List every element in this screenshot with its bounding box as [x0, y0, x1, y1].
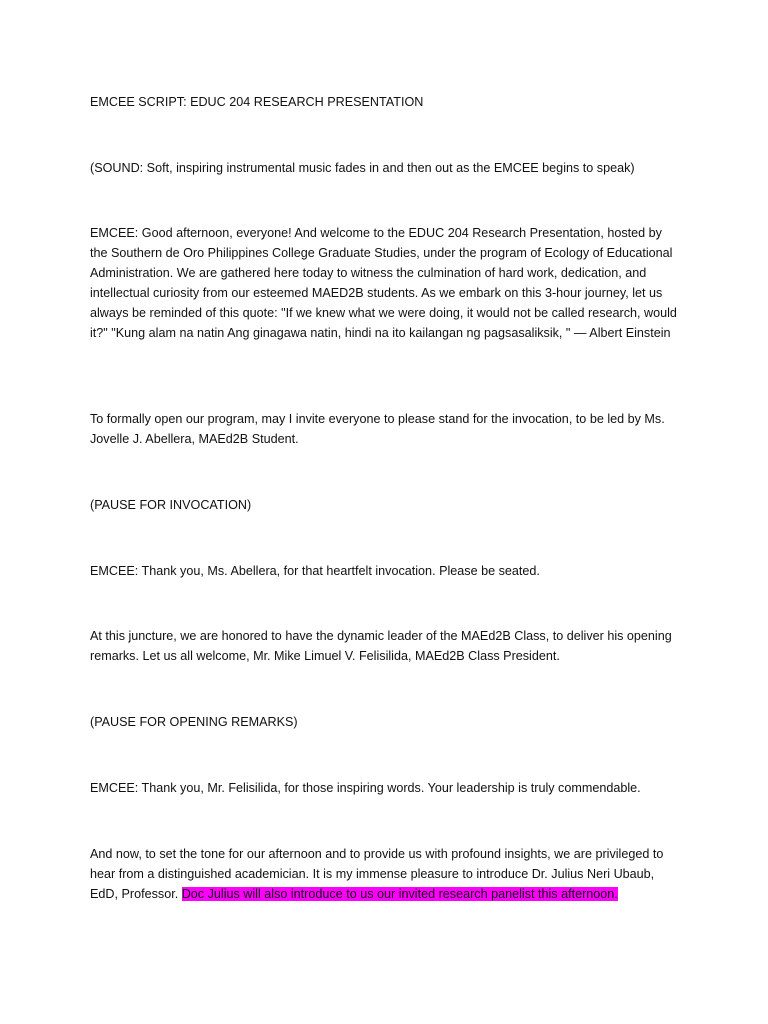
thanks-abellera: EMCEE: Thank you, Ms. Abellera, for that heartfelt invocation. Please be seated.	[90, 564, 540, 578]
invocation-intro: To formally open our program, may I invite everyone to please stand for the invocation, to be led by Ms. Jovelle J. Abellera, MAEd2B Student.	[90, 412, 665, 446]
pause-invocation: (PAUSE FOR INVOCATION)	[90, 498, 252, 512]
script-title: EMCEE SCRIPT: EDUC 204 RESEARCH PRESENTATION	[90, 95, 424, 109]
pause-opening-remarks: (PAUSE FOR OPENING REMARKS)	[90, 715, 298, 729]
welcome-paragraph: EMCEE: Good afternoon, everyone! And welcome to the EDUC 204 Research Presentation, hosted by the Southern de Oro Philippines College Graduate Studies, under the program of Ecology of Educational Administration. We are gathered here today to witness the culmination of hard work, dedication, and intellectual curiosity from our esteemed MAED2B students. As we embark on this 3-hour journey, let us always be reminded of this quote: "If we knew what we were doing, it would not be called research, would it?" "Kung alam na natin Ang ginagawa natin, hindi na ito kailangan ng pagsasaliksik, " — Albert Einstein	[90, 226, 677, 340]
highlighted-note: Doc Julius will also introduce to us our invited research panelist this afternoon.	[181, 887, 618, 901]
speaker-intro-paragraph	[90, 844, 680, 904]
sound-cue: (SOUND: Soft, inspiring instrumental music fades in and then out as the EMCEE begins to speak)	[90, 161, 635, 175]
thanks-felisilida: EMCEE: Thank you, Mr. Felisilida, for those inspiring words. Your leadership is truly commendable.	[90, 781, 641, 795]
speaker-intro-text: And now, to set the tone for our afternoon and to provide us with profound insights, we are privileged to hear from a distinguished academician. It is my immense pleasure to introduce Dr. Julius Neri Ubaub, EdD, Professor.	[90, 847, 664, 901]
opening-remarks-intro: At this juncture, we are honored to have the dynamic leader of the MAEd2B Class, to deliver his opening remarks. Let us all welcome, Mr. Mike Limuel V. Felisilida, MAEd2B Class President.	[90, 629, 672, 663]
